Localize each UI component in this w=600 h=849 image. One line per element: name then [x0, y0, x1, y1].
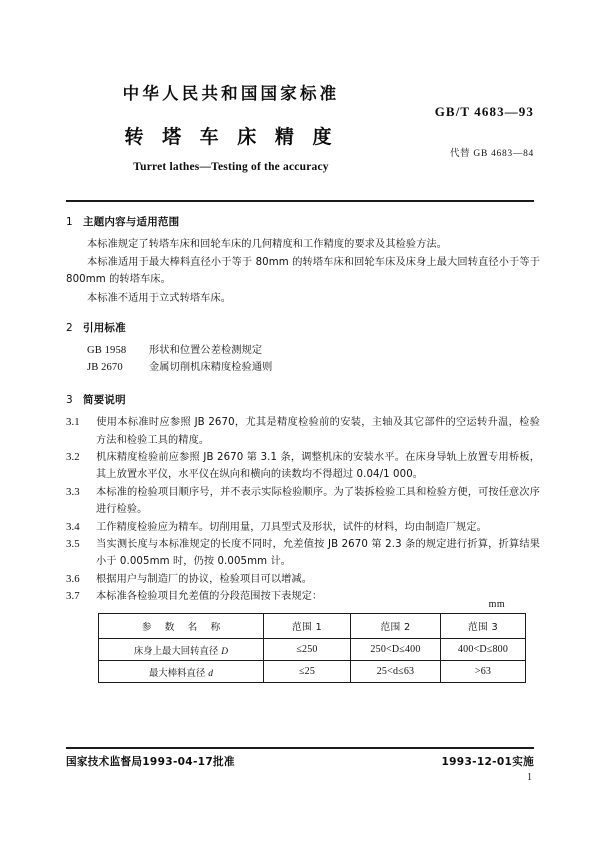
- document-footer: [66, 754, 534, 772]
- clause-text: 根据用户与制造厂的协议，检验项目可以增减。: [96, 573, 313, 585]
- section-1-paragraph: 本标准适用于最大棒料直径小于等于 80mm 的转塔车床和回轮车床及床身上最大回转直径小于等于 800mm 的转塔车床。: [66, 257, 540, 286]
- section-title-2: 引用标准: [83, 321, 126, 334]
- clause-index: 3.3: [66, 485, 80, 498]
- table-cell-parameter-name: [99, 639, 264, 661]
- clause-text: 当实测长度与本标准规定的长度不同时，允差值按 JB 2670 第 2.3 条的规定进行折算，折算结果小于 0.005mm 时，仍按 0.005mm 计。: [96, 539, 540, 568]
- clause-index: 3.2: [66, 451, 80, 464]
- table-cell-range-3: 400<D≤800: [441, 639, 526, 661]
- table-row: [99, 661, 526, 683]
- clause-index: 3.1: [66, 416, 80, 429]
- section-number-2: 2: [66, 321, 73, 334]
- section-number-1: 1: [66, 216, 73, 228]
- clause-3-3: [66, 484, 540, 519]
- parameter-name-text: 最大棒料直径: [149, 667, 209, 679]
- parameter-range-table: [98, 613, 526, 683]
- reference-name: 金属切削机床精度检验通则: [149, 362, 273, 374]
- section-title-3: 简要说明: [83, 394, 126, 407]
- standard-code: GB/T 4683—93: [434, 104, 534, 119]
- clause-text: 工作精度检验应为精车。切削用量，刀具型式及形状，试件的材料，均由制造厂规定。: [96, 521, 487, 533]
- national-standard-label: 中华人民共和国国家标准: [122, 84, 340, 103]
- table-cell-parameter-name: [99, 661, 264, 683]
- section-number-3: 3: [66, 394, 73, 407]
- reference-code: GB 1958: [87, 344, 127, 356]
- clause-3-1: [66, 414, 540, 449]
- page-title-english: Turret lathes—Testing of the accuracy: [133, 161, 329, 173]
- table-cell-range-2: 250<D≤400: [351, 639, 441, 661]
- table-cell-range-2: 25<d≤63: [351, 661, 441, 683]
- reference-code: JB 2670: [87, 362, 123, 374]
- table-unit-label: mm: [488, 599, 505, 610]
- spec-table-container: [98, 599, 509, 683]
- parameter-symbol: d: [208, 668, 213, 679]
- clause-index: 3.6: [66, 572, 80, 585]
- clause-3-5: [66, 536, 540, 571]
- clause-text: 本标准各检验项目允差值的分段范围按下表规定：: [96, 591, 323, 603]
- reference-item: [66, 342, 540, 359]
- table-header-range-3: 范围 3: [441, 614, 526, 639]
- footer-approval: 国家技术监督局1993-04-17批准: [66, 756, 235, 768]
- clause-text: 机床精度检验前应参照 JB 2670 第 3.1 条，调整机床的安装水平。在床身导轨上放置专用桥板，其上放置水平仪，水平仪在纵向和横向的读数均不得超过 0.04/1 000。: [96, 452, 540, 481]
- clause-index: 3.5: [66, 538, 80, 551]
- reference-name: 形状和位置公差检测规定: [149, 344, 263, 356]
- table-header-range-2: 范围 2: [351, 614, 441, 639]
- table-cell-range-1: ≤250: [264, 639, 351, 661]
- document-body: [66, 214, 540, 606]
- header-divider: [66, 200, 534, 202]
- parameter-name-text: 床身上最大回转直径: [133, 645, 222, 657]
- table-header-range-1: 范围 1: [264, 614, 351, 639]
- section-heading-1: [66, 214, 540, 229]
- table-header-row: [99, 614, 526, 639]
- footer-implementation: 1993-12-01实施: [441, 756, 534, 768]
- spacer: [66, 308, 540, 320]
- spacer: [66, 376, 540, 392]
- clause-3-2: [66, 449, 540, 484]
- standard-replaces: 代替 GB 4683—84: [449, 149, 534, 159]
- clause-text: 本标准的检验项目顺序号，并不表示实际检验顺序。为了装拆检验工具和检验方便，可按任意次序进行检验。: [96, 486, 540, 516]
- clause-3-4: [66, 519, 540, 536]
- table-cell-range-3: >63: [441, 661, 526, 683]
- section-heading-2: [66, 320, 540, 335]
- parameter-symbol: D: [221, 646, 229, 657]
- section-heading-3: [66, 392, 540, 407]
- clause-text: 使用本标准时应参照 JB 2670，尤其是精度检验前的安装，主轴及其它部件的空运转升温，检验方法和检验工具的精度。: [96, 417, 540, 446]
- table-cell-range-1: ≤25: [264, 661, 351, 683]
- clause-index: 3.7: [66, 590, 80, 603]
- section-1-paragraph: 本标准规定了转塔车床和回轮车床的几何精度和工作精度的要求及其检验方法。: [87, 239, 448, 250]
- section-title-1: 主题内容与适用范围: [83, 216, 180, 228]
- page-number: 1: [527, 772, 532, 783]
- document-masthead: [66, 74, 534, 194]
- clause-3-6: [66, 571, 540, 588]
- section-1-paragraph: 本标准不适用于立式转塔车床。: [87, 292, 232, 304]
- footer-divider: [66, 747, 534, 749]
- page-title-chinese: 转 塔 车 床 精 度: [124, 126, 338, 148]
- table-header-parameter-name: 参 数 名 称: [99, 614, 264, 639]
- table-row: [99, 639, 526, 661]
- clause-index: 3.4: [66, 520, 80, 533]
- reference-item: [66, 359, 540, 376]
